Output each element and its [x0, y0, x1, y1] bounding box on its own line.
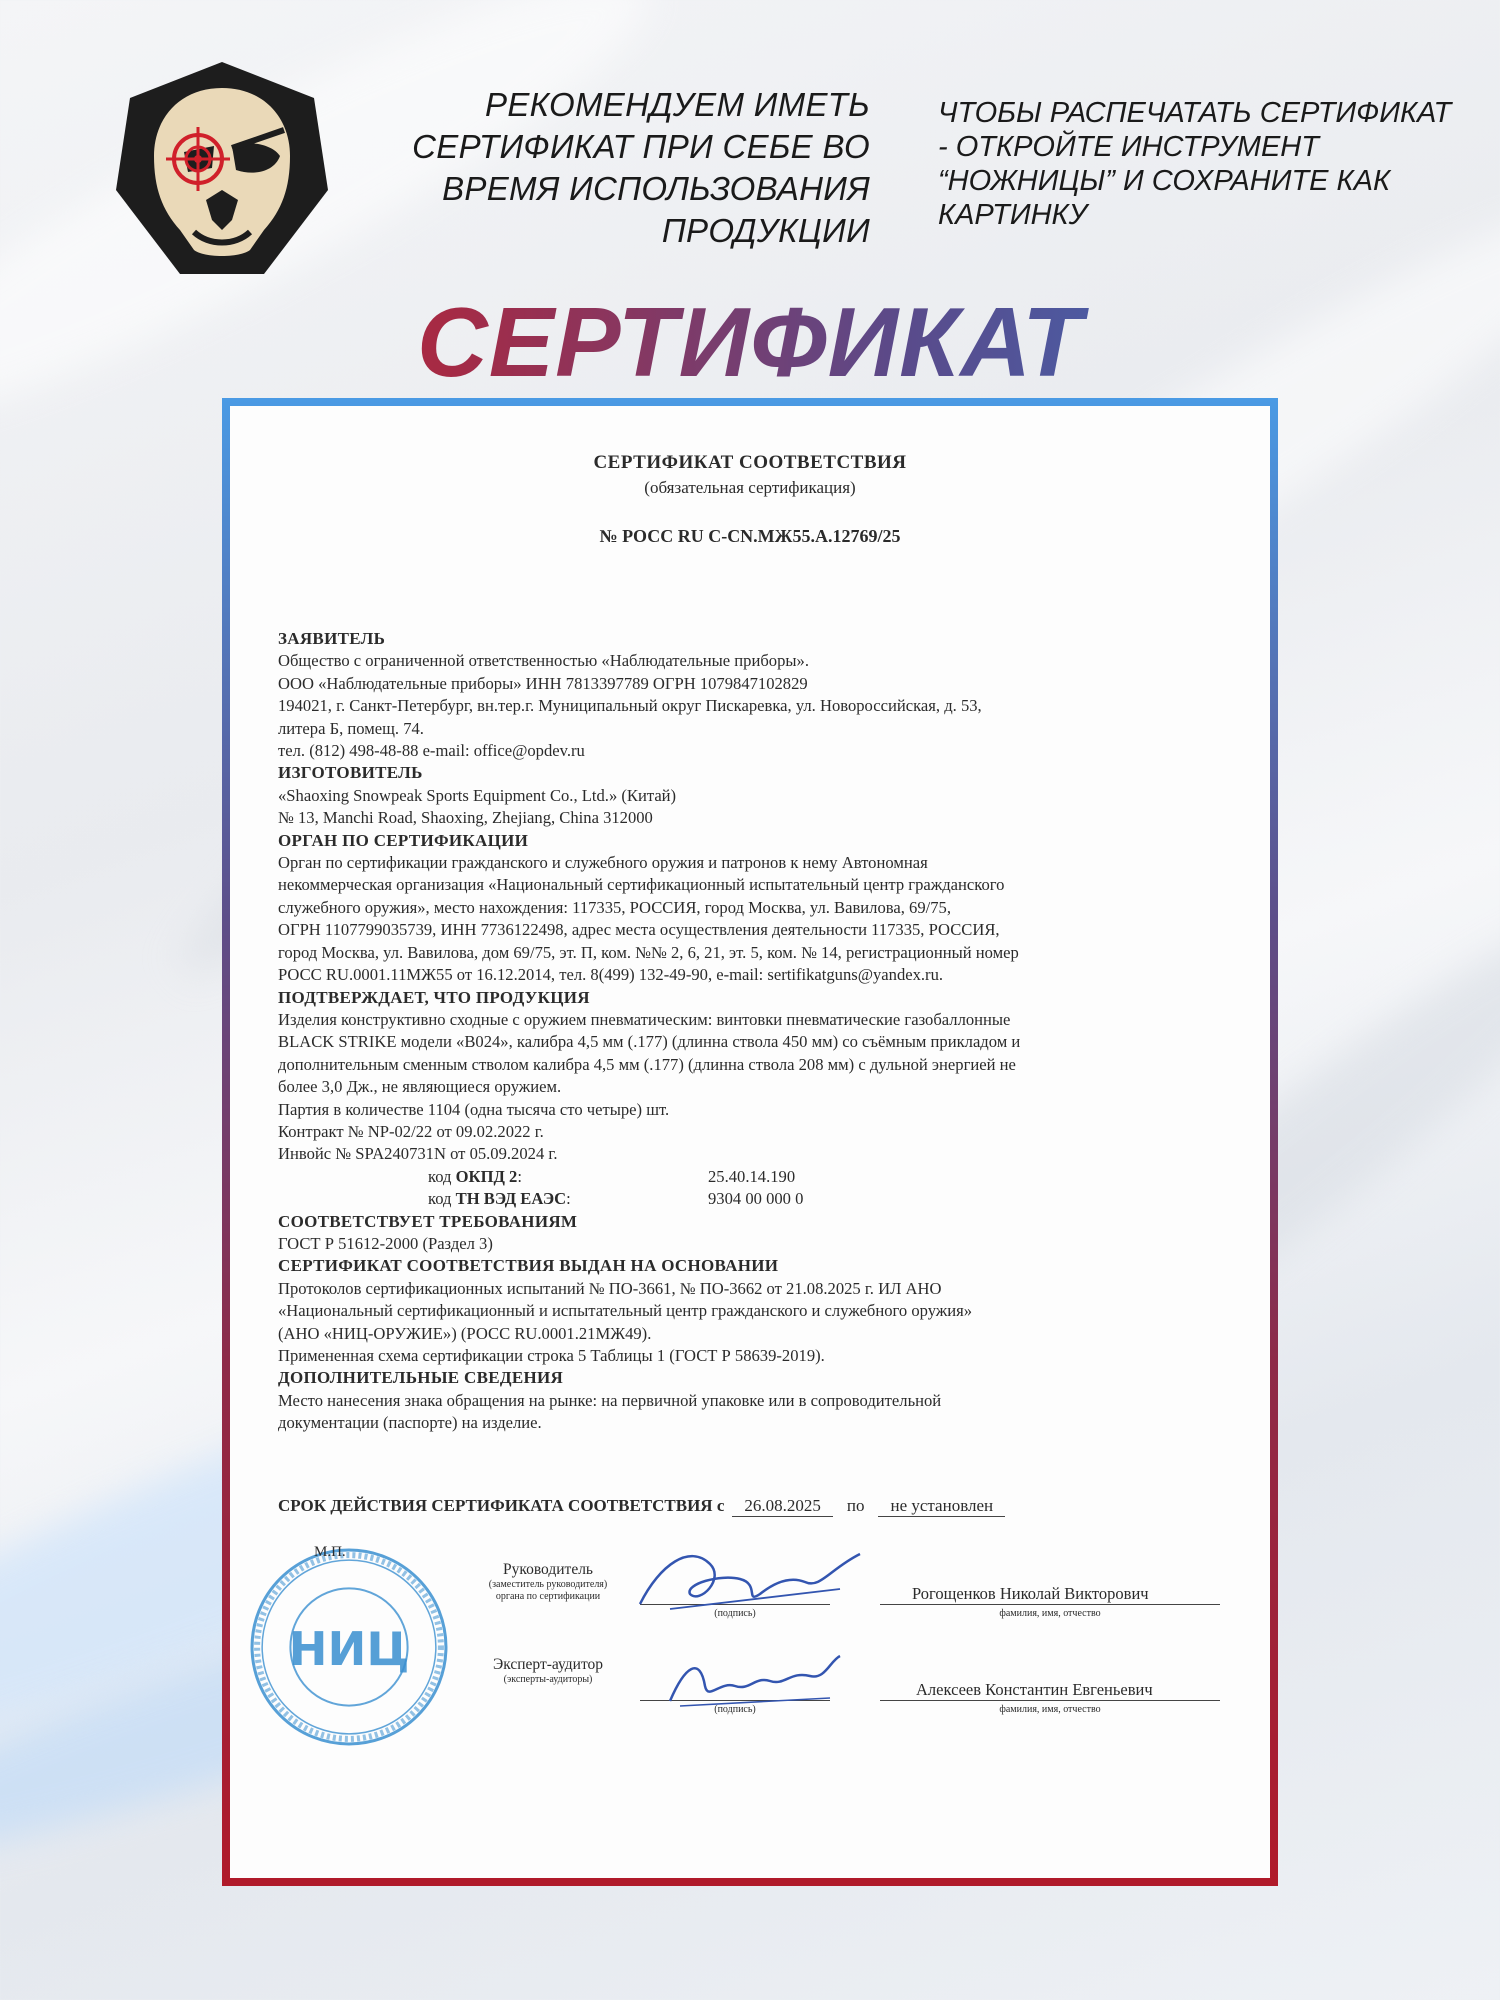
seal-place-label: М.П.: [314, 1544, 346, 1560]
manufacturer-line: № 13, Manchi Road, Shaoxing, Zhejiang, China 312000: [278, 808, 653, 828]
basis-line: Протоколов сертификационных испытаний № ПО-3661, № ПО-3662 от 21.08.2025 г. ИЛ АНО: [278, 1278, 942, 1298]
head-signature-icon: [630, 1534, 870, 1624]
applicant-line: 194021, г. Санкт-Петербург, вн.тер.г. Муниципальный округ Пискаревка, ул. Новороссийская, д. 53,: [278, 696, 982, 716]
head-name: Рогощенков Николай Викторович: [912, 1584, 1149, 1603]
okpd-code-prefix: код: [428, 1166, 452, 1186]
applicant-line: Общество с ограниченной ответственностью «Наблюдательные приборы».: [278, 651, 809, 671]
product-line: Партия в количестве 1104 (одна тысяча сто четыре) шт.: [278, 1099, 670, 1119]
validity-to: не установлен: [878, 1496, 1005, 1517]
okpd-code-label: ОКПД 2: [455, 1166, 518, 1186]
okpd-code-value: 25.40.14.190: [708, 1166, 796, 1186]
product-line: Инвойс № SPA240731N от 05.09.2024 г.: [278, 1144, 558, 1164]
cert-body-line: город Москва, ул. Вавилова, дом 69/75, эт. П, ком. №№ 2, 6, 21, эт. 5, ком. № 14, регистрационный номер: [278, 942, 1019, 962]
carry-certificate-note: РЕКОМЕНДУЕМ ИМЕТЬ СЕРТИФИКАТ ПРИ СЕБЕ ВО ВРЕМЯ ИСПОЛЬЗОВАНИЯ ПРОДУКЦИИ: [412, 86, 870, 249]
cert-body-heading: ОРГАН ПО СЕРТИФИКАЦИИ: [278, 830, 529, 850]
expert-role: [458, 1656, 638, 1686]
okpd-code-colon: :: [517, 1166, 522, 1186]
product-heading: ПОДТВЕРЖДАЕТ, ЧТО ПРОДУКЦИЯ: [278, 987, 590, 1007]
expert-role-label: Эксперт-аудитор: [492, 1656, 604, 1673]
head-role-sub2: органа по сертификации: [495, 1591, 601, 1602]
basis-line: (АНО «НИЦ-ОРУЖИЕ») (РОСС RU.0001.21МЖ49).: [278, 1323, 652, 1343]
conforms-line: ГОСТ Р 51612-2000 (Раздел 3): [278, 1233, 493, 1253]
certificate-number: № РОСС RU С-CN.МЖ55.А.12769/25: [599, 526, 901, 546]
extra-line: Место нанесения знака обращения на рынке: на первичной упаковке или в сопроводительной: [278, 1390, 942, 1410]
head-role-label: Руководитель: [502, 1561, 594, 1578]
lion-head-logo-icon: [114, 60, 330, 278]
validity-label: СРОК ДЕЙСТВИЯ СЕРТИФИКАТА СООТВЕТСТВИЯ с: [278, 1496, 725, 1515]
manufacturer-line: «Shaoxing Snowpeak Sports Equipment Co., Ltd.» (Китай): [278, 785, 677, 805]
tnved-code-value: 9304 00 000 0: [708, 1189, 804, 1209]
cert-body-line: РОСС RU.0001.11МЖ55 от 16.12.2014, тел. 8(499) 132-49-90, e-mail: sertifikatguns@yandex.ru.: [278, 965, 944, 985]
basis-line: «Национальный сертификационный и испытательный центр гражданского и служебного оружия»: [278, 1301, 973, 1321]
print-instructions-note: ЧТОБЫ РАСПЕЧАТАТЬ СЕРТИФИКАТ - ОТКРОЙТЕ ИНСТРУМЕНТ “НОЖНИЦЫ” И СОХРАНИТЕ КАК КАРТИНКУ: [938, 97, 1452, 231]
conforms-heading: СООТВЕТСТВУЕТ ТРЕБОВАНИЯМ: [278, 1211, 578, 1231]
head-name-line: [880, 1604, 1220, 1605]
cert-body-line: служебного оружия», место нахождения: 117335, РОССИЯ, город Москва, ул. Вавилова, 69/75,: [278, 897, 951, 917]
applicant-line: тел. (812) 498-48-88 e-mail: office@opdev.ru: [278, 741, 585, 761]
expert-role-sub: (эксперты-аудиторы): [503, 1674, 593, 1685]
validity-row: [278, 1496, 1013, 1517]
expert-signature-caption: (подпись): [714, 1704, 756, 1715]
manufacturer-heading: ИЗГОТОВИТЕЛЬ: [278, 763, 423, 783]
product-line: более 3,0 Дж., не являющиеся оружием.: [278, 1077, 562, 1097]
product-line: Контракт № NP-02/22 от 09.02.2022 г.: [278, 1121, 544, 1141]
applicant-line: ООО «Наблюдательные приборы» ИНН 7813397789 ОГРН 1079847102829: [278, 673, 808, 693]
expert-signature-icon: [660, 1646, 850, 1716]
validity-po: по: [846, 1496, 865, 1515]
product-line: Изделия конструктивно сходные с оружием пневматическим: винтовки пневматические газобаллонные: [278, 1009, 1011, 1029]
validity-from: 26.08.2025: [732, 1496, 833, 1517]
certificate-subheading: (обязательная сертификация): [644, 478, 856, 497]
certificate-frame: [222, 398, 1278, 1886]
certificate-body: [278, 628, 1238, 1435]
head-role: [458, 1561, 638, 1603]
official-stamp-icon: [248, 1546, 450, 1748]
tnved-code-row: [278, 1188, 1238, 1210]
stamp-text: НИЦ: [288, 1622, 410, 1677]
tnved-code-prefix: код: [428, 1189, 452, 1209]
applicant-heading: ЗАЯВИТЕЛЬ: [278, 629, 386, 648]
cert-body-line: некоммерческая организация «Национальный сертификационный испытательный центр гражданского: [278, 875, 1005, 895]
basis-line: Примененная схема сертификации строка 5 Таблицы 1 (ГОСТ Р 58639-2019).: [278, 1346, 825, 1365]
extra-heading: ДОПОЛНИТЕЛЬНЫЕ СВЕДЕНИЯ: [278, 1368, 564, 1388]
tnved-code-label: ТН ВЭД ЕАЭС: [455, 1189, 567, 1209]
cert-body-line: Орган по сертификации гражданского и служебного оружия и патронов к нему Автономная: [278, 853, 928, 873]
cert-body-line: ОГРН 1107799035739, ИНН 7736122498, адрес места осуществления деятельности 117335, РОССИЯ,: [278, 920, 1000, 940]
head-name-caption: фамилия, имя, отчество: [999, 1608, 1101, 1619]
expert-name-line: [880, 1700, 1220, 1701]
certificate-heading: СЕРТИФИКАТ СООТВЕТСТВИЯ: [593, 452, 907, 473]
extra-line: документации (паспорте) на изделие.: [278, 1413, 542, 1433]
expert-name-caption: фамилия, имя, отчество: [999, 1704, 1101, 1715]
tnved-code-colon: :: [566, 1189, 571, 1209]
page-title: СЕРТИФИКАТ: [0, 286, 1500, 399]
certificate-document: [230, 406, 1270, 1878]
head-role-sub1: (заместитель руководителя): [488, 1579, 608, 1590]
okpd-code-row: [278, 1166, 1238, 1188]
expert-name: Алексеев Константин Евгеньевич: [916, 1680, 1153, 1699]
applicant-line: литера Б, помещ. 74.: [278, 718, 424, 738]
head-signature-caption: (подпись): [714, 1608, 756, 1619]
basis-heading: СЕРТИФИКАТ СООТВЕТСТВИЯ ВЫДАН НА ОСНОВАНИИ: [278, 1256, 779, 1276]
product-line: дополнительным сменным стволом калибра 4,5 мм (.177) (длинна ствола 208 мм) с дульной энергией не: [278, 1054, 1016, 1074]
product-line: BLACK STRIKE модели «B024», калибра 4,5 мм (.177) (длинна ствола 450 мм) со съёмным прикладом и: [278, 1032, 1021, 1052]
